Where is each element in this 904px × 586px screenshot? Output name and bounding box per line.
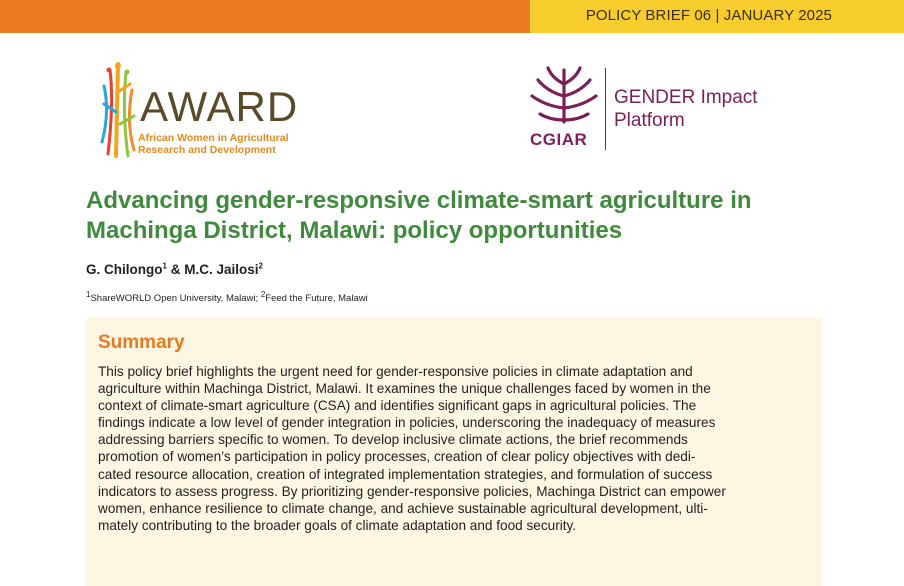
summary-paragraph <box>98 363 798 534</box>
summary-line: promotion of women’s participation in policy processes, creation of clear policy objectives with dedi- <box>98 449 696 465</box>
affiliation-1: ShareWORLD Open University, Malawi; <box>90 293 261 304</box>
summary-line: indicators to assess progress. By prioritizing gender-responsive policies, Machinga District can empower <box>98 483 726 499</box>
title-line1: Advancing gender-responsive climate-smart agriculture in <box>86 187 752 214</box>
cgiar-wheat-icon <box>528 64 600 126</box>
affiliation-2: Feed the Future, Malawi <box>265 293 368 304</box>
award-logo <box>96 62 326 162</box>
award-subtitle <box>138 132 289 156</box>
summary-line: context of climate-smart agriculture (CSA) and identifies significant gaps in agricultural policies. The <box>98 398 697 414</box>
summary-line: women, enhance resilience to climate change, and achieve sustainable agricultural development, ulti- <box>98 500 708 516</box>
document-title <box>86 186 806 246</box>
title-line2: Machinga District, Malawi: policy opportunities <box>86 217 623 244</box>
platform-line1: GENDER Impact <box>614 87 758 108</box>
policy-brief-label: POLICY BRIEF 06 | JANUARY 2025 <box>585 7 832 24</box>
affiliation-2-mark: 2 <box>260 289 266 299</box>
summary-line: This policy brief highlights the urgent need for gender-responsive policies in climate adaptation and <box>98 364 693 379</box>
summary-line: mately contributing to the broader goals of climate adaptation and food security. <box>98 517 577 533</box>
summary-line: addressing barriers specific to women. To develop inclusive climate actions, the brief recommends <box>98 432 688 448</box>
summary-heading: Summary <box>98 332 185 353</box>
top-banner <box>0 0 904 33</box>
summary-line: cated resource allocation, creation of integrated implementation strategies, and formulation of success <box>98 466 713 482</box>
author-1-mark: 1 <box>162 261 167 271</box>
logo-divider <box>605 68 606 150</box>
award-subtitle-line1: African Women in Agricultural <box>138 132 289 144</box>
authors-line <box>86 262 263 277</box>
cgiar-wordmark: CGIAR <box>530 130 588 149</box>
affiliations-line <box>86 289 368 304</box>
award-subtitle-line2: Research and Development <box>138 144 276 156</box>
banner-orange-segment <box>0 0 530 33</box>
summary-line: agriculture within Machinga District, Malawi. It examines the unique challenges faced by women in the <box>98 381 711 397</box>
author-separator: & <box>166 262 185 277</box>
gender-impact-platform-name <box>614 86 758 132</box>
author-1: G. Chilongo <box>86 262 163 277</box>
platform-line2: Platform <box>614 110 685 131</box>
author-2: M.C. Jailosi <box>184 262 259 277</box>
summary-box <box>86 318 822 586</box>
cgiar-logo <box>524 64 784 154</box>
award-figures-icon <box>96 62 142 158</box>
summary-line: findings indicate a low level of gender integration in policies, underscoring the inadequacy of measures <box>98 415 716 431</box>
award-wordmark: AWARD <box>140 83 299 130</box>
affiliation-1-mark: 1 <box>86 289 91 299</box>
author-2-mark: 2 <box>258 261 263 271</box>
